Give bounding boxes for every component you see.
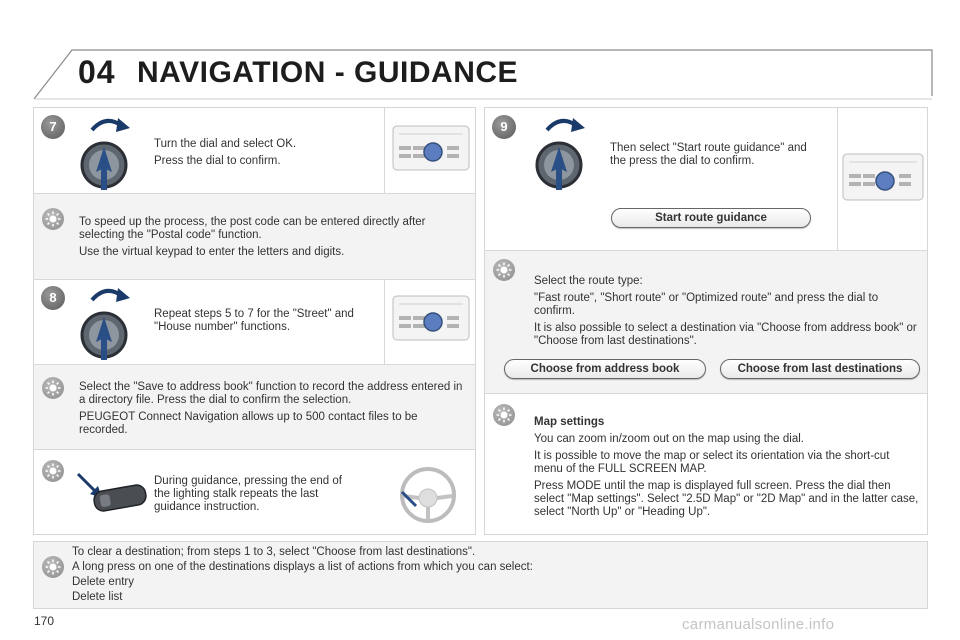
radio-unit-icon [391, 120, 471, 176]
tip-light-icon [493, 404, 515, 426]
bottom-tip-text [72, 546, 912, 603]
choose-from-last-destinations-button[interactable]: Choose from last destinations [720, 359, 920, 379]
tip-line: PEUGEOT Connect Navigation allows up to 500 contact files to be recorded. [79, 411, 418, 436]
step-7-text [154, 138, 374, 172]
tip-line: During guidance, pressing the end of the lighting stalk repeats the last guidance instruction. [154, 475, 342, 513]
dial-rotate-icon [80, 282, 136, 368]
tip-light-icon [42, 377, 64, 399]
tip-postcode [34, 194, 475, 279]
choose-from-address-book-button[interactable]: Choose from address book [504, 359, 706, 379]
tip-address-book-text [79, 381, 464, 441]
step-9-badge: 9 [492, 115, 516, 139]
bottom-tip-panel [33, 541, 928, 609]
steering-wheel-icon [392, 462, 464, 528]
tip-line: It is possible to move the map or select its orientation via the short-cut menu of the FULL SCREEN MAP. [534, 450, 890, 475]
start-route-guidance-button[interactable]: Start route guidance [611, 208, 811, 228]
tip-light-icon [42, 460, 64, 482]
step-7-line: Turn the dial and select OK. [154, 138, 297, 150]
tip-line: It is also possible to select a destination via "Choose from address book" or "Choose from last destinations". [534, 322, 917, 347]
tip-line: Delete list [72, 591, 123, 603]
tip-line: Use the virtual keypad to enter the letters and digits. [79, 246, 345, 258]
radio-unit-icon [391, 290, 471, 346]
tip-line: Press MODE until the map is displayed full screen. Press the dial then select "Map settings". Select "2.5D Map" or "2D Map" and in the latter case, select "North Up" or "Heading Up". [534, 480, 919, 518]
left-panel [33, 107, 476, 535]
tip-line: "Fast route", "Short route" or "Optimized route" and press the dial to confirm. [534, 292, 879, 317]
tip-line: A long press on one of the destinations displays a list of actions from which you can select: [72, 561, 533, 573]
dial-rotate-icon [535, 112, 591, 198]
tip-map-text [534, 416, 919, 523]
step-8-text [154, 308, 369, 338]
tip-line: You can zoom in/zoom out on the map using the dial. [534, 433, 804, 445]
step-8-badge: 8 [41, 286, 65, 310]
tip-line: To clear a destination; from steps 1 to 3, select "Choose from last destinations". [72, 546, 476, 558]
step-7-badge: 7 [41, 115, 65, 139]
tip-postcode-text [79, 216, 449, 263]
page-header [0, 0, 960, 100]
tip-light-icon [42, 208, 64, 230]
lighting-stalk-icon [74, 468, 154, 520]
tip-line: Select the "Save to address book" function to record the address entered in a directory file. Press the dial to confirm the selection. [79, 381, 463, 406]
tip-line: To speed up the process, the post code can be entered directly after selecting the "Postal code" function. [79, 216, 426, 241]
dial-rotate-icon [80, 112, 136, 198]
tip-light-icon [42, 556, 64, 578]
tip-line: Select the route type: [534, 275, 643, 287]
page-number: 170 [34, 614, 55, 628]
tip-route-type [485, 251, 927, 393]
step-7-line: Press the dial to confirm. [154, 155, 281, 167]
tip-address-book [34, 365, 475, 449]
right-panel [484, 107, 928, 535]
step-9-line: Then select "Start route guidance" and the press the dial to confirm. [610, 142, 807, 167]
tip-guidance-text [154, 475, 359, 518]
tip-line: Delete entry [72, 576, 135, 588]
step-9-text [610, 142, 825, 172]
chapter-number: 04 [78, 54, 116, 90]
tip-route-text [534, 275, 919, 352]
page-title: NAVIGATION - GUIDANCE [137, 56, 519, 89]
step-8-line: Repeat steps 5 to 7 for the "Street" and "House number" functions. [154, 308, 354, 333]
tip-light-icon [493, 259, 515, 281]
map-settings-heading: Map settings [534, 416, 605, 428]
radio-unit-icon [841, 148, 925, 206]
watermark: carmanualsonline.info [682, 616, 835, 633]
